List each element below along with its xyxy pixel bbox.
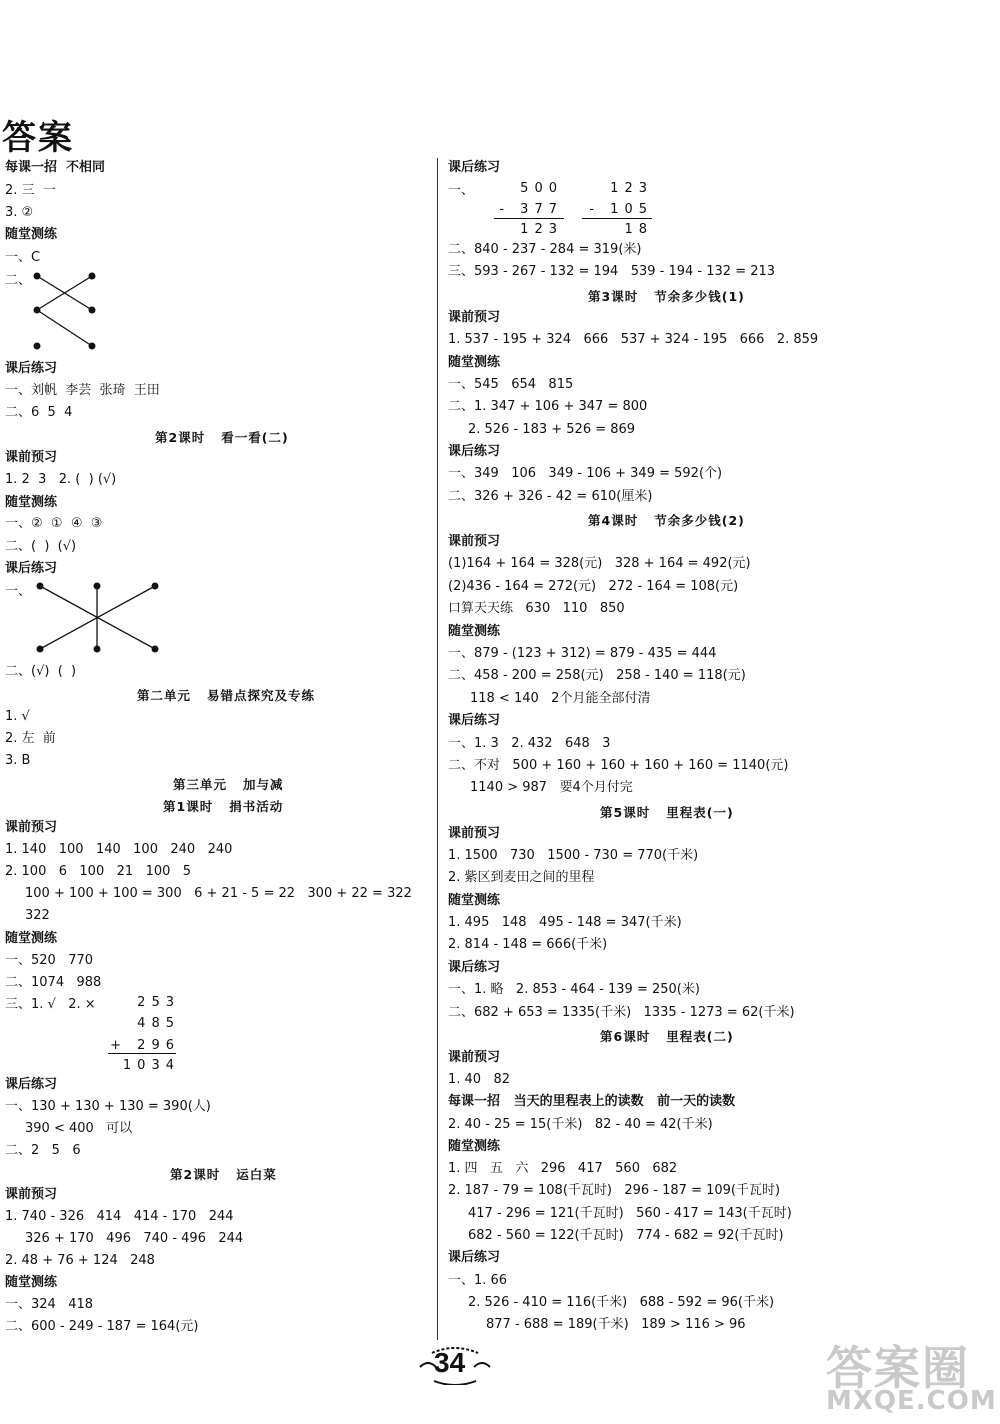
vertical-calc-line: + 296 — [110, 1038, 180, 1053]
answer-line: 二、1074 988 — [5, 975, 102, 990]
column-divider — [437, 158, 438, 1340]
answer-line: 一、545 654 815 — [448, 377, 574, 392]
vertical-calc-line: 500 — [520, 181, 563, 196]
answer-line: 二、(√) ( ) — [5, 664, 77, 679]
calc-rule — [108, 1053, 176, 1054]
unit-title: 第二单元 易错点探究及专练 — [137, 688, 316, 703]
matching-lines-figure — [30, 268, 110, 358]
section-heading: 随堂测练 — [5, 227, 58, 242]
vertical-calc-line: 485 — [137, 1016, 180, 1031]
vertical-calc-line: 123 — [610, 181, 653, 196]
answer-line: 口算天天练 630 110 850 — [448, 601, 625, 616]
answer-line: 1. 四 五 六 296 417 560 682 — [448, 1161, 678, 1176]
vertical-calc-line: - 377 — [499, 202, 563, 217]
lesson-title: 第2课时 看一看(二) — [155, 430, 289, 445]
section-heading: 课后练习 — [5, 1077, 58, 1092]
unit-title: 第三单元 加与减 — [173, 777, 284, 792]
section-heading: 课后练习 — [448, 160, 501, 175]
answer-line: 1. 40 82 — [448, 1072, 511, 1087]
section-heading: 课前预习 — [448, 310, 501, 325]
answer-line: 一、879 - (123 + 312) = 879 - 435 = 444 — [448, 646, 717, 661]
answer-line: 2. 48 + 76 + 124 248 — [5, 1253, 155, 1268]
section-heading: 课前预习 — [5, 450, 58, 465]
section-heading: 课后练习 — [448, 713, 501, 728]
answer-line: 二、不对 500 + 160 + 160 + 160 + 160 = 1140(元) — [448, 758, 789, 773]
answer-line: 二、600 - 249 - 187 = 164(元) — [5, 1319, 199, 1334]
lesson-title: 第2课时 运白菜 — [170, 1167, 277, 1182]
page-number-badge — [418, 1345, 492, 1385]
section-heading: 课后练习 — [5, 361, 58, 376]
section-heading: 课前预习 — [448, 534, 501, 549]
answer-line: 1. 495 148 495 - 148 = 347(千米) — [448, 915, 682, 930]
answer-line: (1)164 + 164 = 328(元) 328 + 164 = 492(元) — [448, 556, 751, 571]
answer-line: 一、C — [5, 250, 41, 265]
vertical-calc-line: - 105 — [589, 202, 653, 217]
page-number: 34 — [434, 1347, 466, 1378]
answer-line: 2. 三 一 — [5, 183, 56, 198]
answer-line: 1. √ — [5, 709, 30, 724]
answer-line: 二、2 5 6 — [5, 1143, 81, 1158]
section-heading: 课前预习 — [448, 1050, 501, 1065]
lesson-title: 第3课时 节余多少钱(1) — [588, 289, 745, 304]
answer-line: 一、349 106 349 - 106 + 349 = 592(个) — [448, 466, 723, 481]
answer-line: 118 < 140 2个月能全部付清 — [470, 691, 651, 706]
watermark-title: 答案圈 — [826, 1341, 970, 1395]
answer-line: 一、② ① ④ ③ — [5, 516, 103, 531]
answer-line: 三、593 - 267 - 132 = 194 539 - 194 - 132 = 213 — [448, 264, 776, 279]
answer-line: 326 + 170 496 740 - 496 244 — [25, 1231, 244, 1246]
answer-line: 每课一招 当天的里程表上的读数 前一天的读数 — [448, 1094, 736, 1109]
answer-line: 每课一招 不相同 — [5, 160, 106, 175]
section-heading: 随堂测练 — [5, 495, 58, 510]
section-heading: 课后练习 — [448, 444, 501, 459]
answer-line: 一、324 418 — [5, 1297, 94, 1312]
lesson-title: 第5课时 里程表(一) — [600, 805, 734, 820]
lesson-title: 第6课时 里程表(二) — [600, 1029, 734, 1044]
answer-line: 1. 537 - 195 + 324 666 537 + 324 - 195 666 2. 859 — [448, 332, 819, 347]
section-heading: 课前预习 — [5, 1187, 58, 1202]
matching-lines-figure — [30, 577, 170, 662]
answer-line: 二、 — [5, 273, 32, 288]
answer-line: 2. 187 - 79 = 108(千瓦时) 296 - 187 = 109(千瓦时) — [448, 1183, 781, 1198]
vertical-calc-line: 1034 — [122, 1058, 180, 1073]
answer-line: 1. 740 - 326 414 414 - 170 244 — [5, 1209, 234, 1224]
answer-line: 一、520 770 — [5, 953, 94, 968]
answer-line: 1140 > 987 要4个月付完 — [470, 780, 633, 795]
answer-line: 二、6 5 4 — [5, 405, 73, 420]
answer-line: 3. B — [5, 753, 31, 768]
answer-line: 2. 100 6 100 21 100 5 — [5, 864, 192, 879]
watermark-url: MXQE.COM — [826, 1386, 997, 1416]
answer-line: 1. 140 100 140 100 240 240 — [5, 842, 233, 857]
answer-line: 三、1. √ 2. × — [5, 997, 96, 1012]
answer-line: 2. 814 - 148 = 666(千米) — [448, 937, 608, 952]
answer-line: 322 — [25, 908, 50, 923]
section-heading: 随堂测练 — [448, 355, 501, 370]
vertical-calc-line: 253 — [137, 995, 180, 1010]
answer-line: 682 - 560 = 122(千瓦时) 774 - 682 = 92(千瓦时) — [468, 1228, 784, 1243]
section-heading: 课后练习 — [5, 561, 58, 576]
answer-line: 二、1. 347 + 106 + 347 = 800 — [448, 399, 648, 414]
answer-line: 877 - 688 = 189(千米) 189 > 116 > 96 — [486, 1317, 746, 1332]
section-heading: 随堂测练 — [5, 931, 58, 946]
answer-line: 2. 左 前 — [5, 731, 56, 746]
answer-line: 一、刘帆 李芸 张琦 王田 — [5, 383, 160, 398]
page-title: 答案 — [2, 118, 74, 158]
section-heading: 随堂测练 — [448, 1139, 501, 1154]
answer-line: 390 < 400 可以 — [25, 1121, 133, 1136]
answer-line: 一、 — [448, 183, 475, 198]
section-heading: 课后练习 — [448, 960, 501, 975]
answer-line: 3. ② — [5, 205, 34, 220]
answer-line: 一、1. 略 2. 853 - 464 - 139 = 250(米) — [448, 982, 700, 997]
answer-line: 二、326 + 326 - 42 = 610(厘米) — [448, 489, 653, 504]
answer-line: 2. 526 - 183 + 526 = 869 — [468, 422, 636, 437]
answer-line: 一、1. 3 2. 432 648 3 — [448, 736, 611, 751]
answer-line: 2. 526 - 410 = 116(千米) 688 - 592 = 96(千米) — [468, 1295, 775, 1310]
section-heading: 课前预习 — [5, 820, 58, 835]
answer-line: 1. 1500 730 1500 - 730 = 770(千米) — [448, 848, 699, 863]
lesson-title: 第4课时 节余多少钱(2) — [588, 513, 745, 528]
answer-line: 二、458 - 200 = 258(元) 258 - 140 = 118(元) — [448, 668, 746, 683]
section-heading: 随堂测练 — [448, 893, 501, 908]
answer-line: 一、130 + 130 + 130 = 390(人) — [5, 1099, 211, 1114]
answer-line: 100 + 100 + 100 = 300 6 + 21 - 5 = 22 300 + 22 = 322 — [25, 886, 412, 901]
answer-line: 一、1. 66 — [448, 1273, 508, 1288]
lesson-title: 第1课时 捐书活动 — [163, 799, 284, 814]
answer-line: 2. 40 - 25 = 15(千米) 82 - 40 = 42(千米) — [448, 1117, 713, 1132]
vertical-calc-line: 18 — [624, 222, 653, 237]
section-heading: 随堂测练 — [448, 624, 501, 639]
section-heading: 随堂测练 — [5, 1275, 58, 1290]
answer-line: 一、 — [5, 584, 32, 599]
watermark-logo — [820, 1332, 998, 1422]
answer-line: 二、840 - 237 - 284 = 319(米) — [448, 242, 642, 257]
answer-line: 二、682 + 653 = 1335(千米) 1335 - 1273 = 62(千米) — [448, 1005, 795, 1020]
answer-line: 2. 紫区到麦田之间的里程 — [448, 870, 595, 885]
answer-line: 1. 2 3 2. ( ) (√) — [5, 472, 117, 487]
section-heading: 课后练习 — [448, 1250, 501, 1265]
section-heading: 课前预习 — [448, 826, 501, 841]
answer-line: 二、( ) (√) — [5, 539, 77, 554]
answer-line: 417 - 296 = 121(千瓦时) 560 - 417 = 143(千瓦时) — [468, 1206, 792, 1221]
vertical-calc-line: 123 — [520, 222, 563, 237]
answer-line: (2)436 - 164 = 272(元) 272 - 164 = 108(元) — [448, 579, 739, 594]
